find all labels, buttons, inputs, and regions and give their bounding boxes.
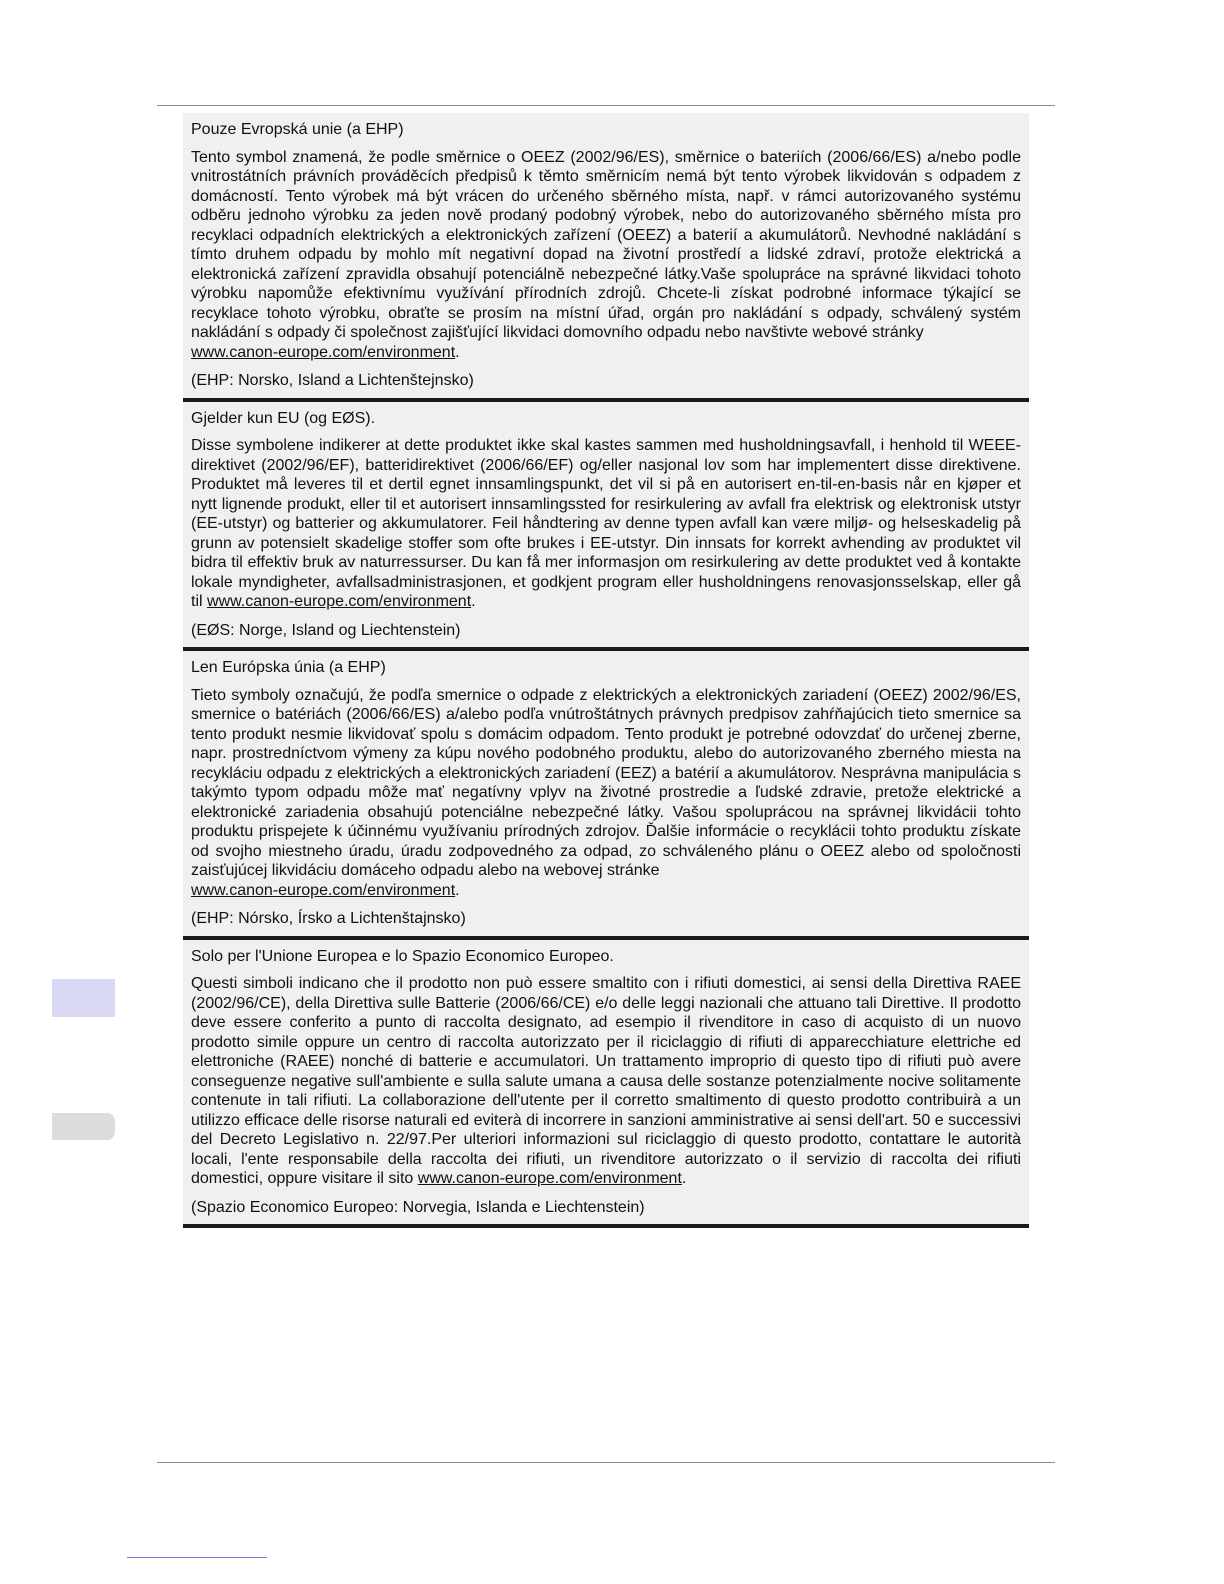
- body-punctuation: .: [681, 1170, 687, 1187]
- section-note: (EHP: Nórsko, Írsko a Lichtenštajnsko): [191, 910, 466, 927]
- body-text: Disse symbolene indikerer at dette produktet ikke skal kastes sammen med husholdningsavfall, i henhold til WEEE-direktivet (2002/96/EF), batteridirektivet (2006/66/EF) og/eller nasjonal lov som har implementert disse direktivene. Produktet må leveres til et dertil egnet innsamlingspunkt, det vil si på en autorisert en-til-en-basis når en kjøper et nytt lignende produkt, eller til et autorisert innsamlingssted for resirkulering av avfall fra elektrisk og elektronisk utstyr (EE-utstyr) og batterier og akkumulatorer. Feil håndtering av denne typen avfall kan være miljø- og helseskadelig på grunn av potensielt skadelige stoffer som ofte brukes i EE-utstyr. Din innsats for korrekt avhending av produktet vil bidra til effektiv bruk av naturressurser. Du kan få mer informasjon om resirkulering av dette produktet ved å kontakte lokale myndigheter, avfallsadministrasjonen, et godkjent program eller husholdningens renovasjonsselskap, eller gå til: [191, 437, 1021, 610]
- environment-link[interactable]: www.canon-europe.com/environment: [207, 593, 472, 610]
- section-heading: Solo per l'Unione Europea e lo Spazio Economico Europeo.: [191, 947, 614, 965]
- notice-slovak: [183, 651, 1029, 940]
- chapter-tab[interactable]: [52, 1113, 115, 1140]
- body-text: Questi simboli indicano che il prodotto non può essere smaltito con i rifiuti domestici, ai sensi della Direttiva RAEE (2002/96/CE), della Direttiva sulle Batterie (2006/66/CE) e/o delle leggi nazionali che attuano tali Direttive. Il prodotto deve essere conferito a punto di raccolta designato, ad esempio il rivenditore in caso di acquisto di un nuovo prodotto simile oppure un centro di raccolta autorizzato per il riciclaggio di rifiuti di apparecchiature elettriche ed elettroniche (RAEE) nonché di batterie e accumulatori. Un trattamento improprio di questo tipo di rifiuti può avere conseguenze negative sull'ambiente e sulla salute umana a causa delle sostanze potenzialmente nocive solitamente contenute in tali rifiuti. La collaborazione dell'utente per il corretto smaltimento di questo prodotto contribuirà a un utilizzo efficace delle risorse naturali ed eviterà di incorrere in sanzioni amministrative ai sensi dell'art. 50 e successivi del Decreto Legislativo n. 22/97.Per ulteriori informazioni sul riciclaggio di questo prodotto, contattare le autorità locali, l'ente responsabile della raccolta dei rifiuti, un rivenditore autorizzato o il servizio di raccolta dei rifiuti domestici, oppure visitare il sito: [191, 975, 1021, 1187]
- section-heading: Pouze Evropská unie (a EHP): [191, 121, 404, 138]
- disposal-notices: [183, 113, 1029, 1228]
- notice-norwegian: [183, 402, 1029, 652]
- section-heading: Len Európska únia (a EHP): [191, 659, 386, 676]
- body-punctuation: .: [471, 593, 476, 610]
- body-punctuation: .: [455, 343, 460, 361]
- notice-czech: [183, 113, 1029, 402]
- environment-link[interactable]: www.canon-europe.com/environment: [191, 343, 456, 361]
- section-heading: Gjelder kun EU (og EØS).: [191, 409, 376, 427]
- chapter-tab-active[interactable]: [52, 979, 115, 1017]
- section-body: [191, 148, 1021, 363]
- section-note: (EØS: Norge, Island og Liechtenstein): [191, 621, 461, 639]
- environment-link[interactable]: www.canon-europe.com/environment: [191, 881, 456, 899]
- body-text: Tento symbol znamená, že podle směrnice o OEEZ (2002/96/ES), směrnice o bateriích (2006/66/ES) a/nebo podle vnitrostátních právních prováděcích předpisů k těmto směrnicím nemá být tento výrobek likvidován s odpadem z domácností. Tento výrobek má být vrácen do určeného sběrného místa, např. v rámci autorizovaného systému odběru jednoho výrobku za jeden nově prodaný podobný výrobek, nebo do autorizovaného sběrného místa pro recyklaci odpadních elektrických a elektronických zařízení (OEEZ) a baterií a akumulátorů. Nevhodné nakládání s tímto druhem odpadu by mohlo mít negativní dopad na životní prostředí a lidské zdraví, protože elektrická a elektronická zařízení zpravidla obsahují potenciálně nebezpečné látky.Vaše spolupráce na správné likvidaci tohoto výrobku napomůže efektivnímu využívání přírodních zdrojů. Chcete-li získat podrobné informace týkající se recyklace tohoto výrobku, obraťte se prosím na místní úřad, orgán pro nakládání s odpady, schválený systém nakládání s odpady či společnost zajišťující likvidaci domovního odpadu nebo navštivte webové stránky: [191, 148, 1021, 341]
- section-body: [191, 686, 1021, 901]
- footer-rule: [157, 1462, 1055, 1463]
- notice-italian: [183, 940, 1029, 1229]
- footer-link-underline: [127, 1557, 267, 1558]
- body-punctuation: .: [455, 881, 460, 899]
- section-body: [191, 974, 1021, 1189]
- environment-link[interactable]: www.canon-europe.com/environment: [417, 1170, 682, 1187]
- section-note: (Spazio Economico Europeo: Norvegia, Islanda e Liechtenstein): [191, 1198, 645, 1216]
- section-note: (EHP: Norsko, Island a Lichtenštejnsko): [191, 372, 474, 389]
- section-body: [191, 436, 1021, 612]
- body-text: Tieto symboly označujú, že podľa smernice o odpade z elektrických a elektronických zariadení (OEEZ) 2002/96/ES, smernice o batériách (2006/66/ES) a/alebo podľa vnútroštátnych právnych predpisov zahŕňajúcich tieto smernice sa tento produkt nesmie likvidovať spolu s domácim odpadom. Tento produkt je potrebné odovzdať do určenej zberne, napr. prostredníctvom výmeny za kúpu nového podobného produktu, alebo do autorizovaného zberného miesta na recykláciu odpadu z elektrických a elektronických zariadení (EEZ) a batérií a akumulátorov. Nesprávna manipulácia s takýmto typom odpadu môže mať negatívny vplyv na životné prostredie a ľudské zdravie, pretože elektrické a elektronické zariadenia obsahujú potenciálne nebezpečné látky. Vašou spoluprácou na správnej likvidácii tohto produktu prispejete k účinnému využívaniu prírodných zdrojov. Ďalšie informácie o recyklácii tohto produktu získate od svojho miestneho úradu, úradu zodpovedného za odpad, zo schváleného plánu o OEEZ alebo od spoločnosti zaisťujúcej likvidáciu domáceho odpadu alebo na webovej stránke: [191, 686, 1021, 879]
- header-rule: [157, 105, 1055, 106]
